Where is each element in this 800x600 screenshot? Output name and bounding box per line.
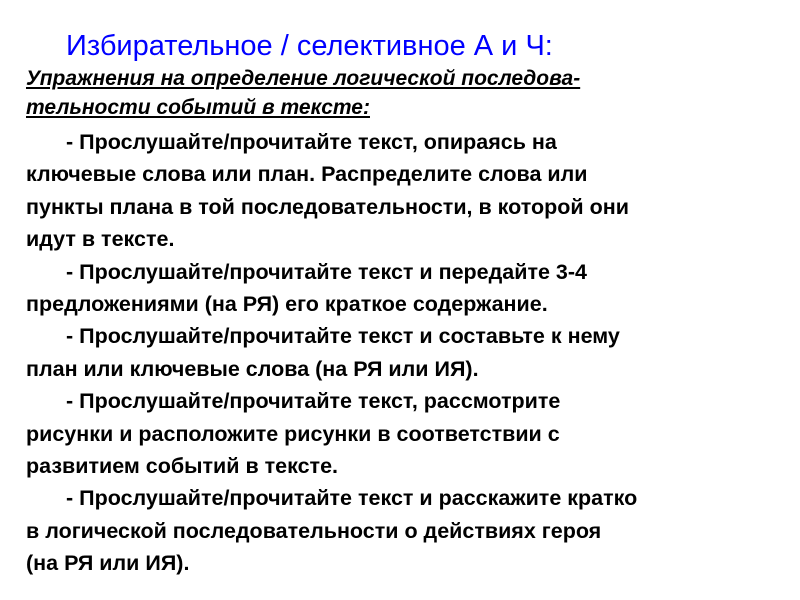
- exercise-item: [26, 256, 786, 321]
- exercise-line: развитием событий в тексте.: [26, 454, 339, 479]
- exercise-heading-line: тельности событий в тексте:: [26, 96, 370, 119]
- exercise-line: ключевые слова или план. Распределите слова или: [26, 162, 588, 187]
- exercise-list: [26, 126, 786, 580]
- exercise-line: - Прослушайте/прочитайте текст и передайте 3-4: [66, 259, 587, 284]
- exercise-line: (на РЯ или ИЯ).: [26, 551, 190, 576]
- slide-title: Избирательное / селективное А и Ч:: [66, 30, 553, 62]
- exercise-item: [26, 482, 786, 579]
- exercise-line: план или ключевые слова (на РЯ или ИЯ).: [26, 356, 479, 381]
- exercise-line: в логической последовательности о действиях героя: [26, 518, 602, 543]
- exercise-item: [26, 385, 786, 482]
- exercise-line: пункты плана в той последовательности, в которой они: [26, 194, 629, 219]
- exercise-heading-line: Упражнения на определение логической последова-: [26, 67, 581, 90]
- exercise-line: идут в тексте.: [26, 227, 175, 252]
- exercise-line: - Прослушайте/прочитайте текст и составьте к нему: [66, 324, 620, 349]
- exercise-line: - Прослушайте/прочитайте текст, опираясь на: [66, 130, 557, 154]
- exercise-item: [26, 126, 786, 256]
- exercise-line: - Прослушайте/прочитайте текст, рассмотрите: [66, 389, 561, 414]
- exercise-line: предложениями (на РЯ) его краткое содержание.: [26, 292, 548, 317]
- exercise-heading: [26, 64, 786, 122]
- exercise-item: [26, 320, 786, 385]
- exercise-line: - Прослушайте/прочитайте текст и расскажите кратко: [66, 486, 638, 511]
- exercise-line: рисунки и расположите рисунки в соответствии с: [26, 421, 560, 446]
